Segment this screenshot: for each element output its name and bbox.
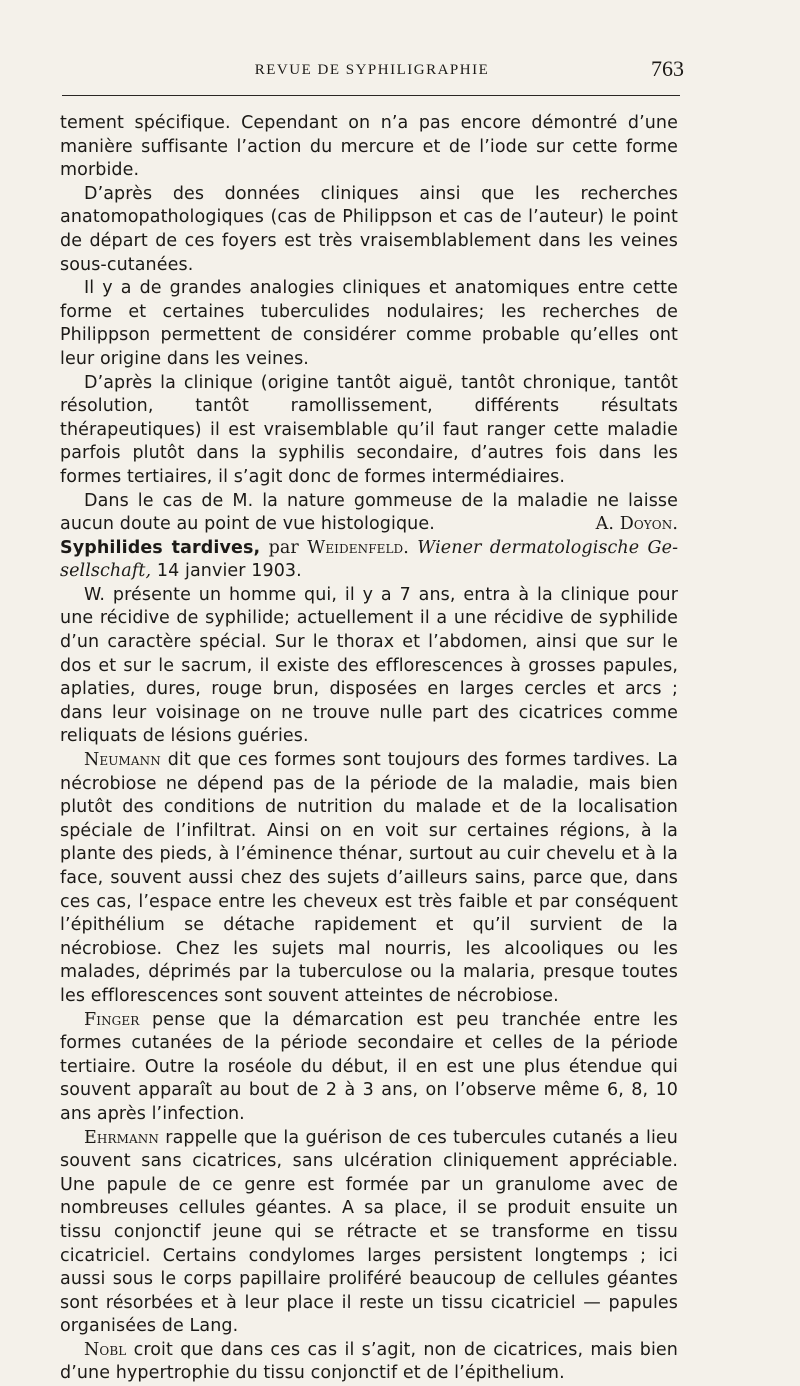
running-title: REVUE DE SYPHILIGRAPHIE: [254, 62, 490, 78]
article-date: 14 janvier 1903.: [156, 561, 302, 582]
header-rule: [62, 95, 680, 96]
paragraph-9-text: rappelle que la guérison de ces tubercules cutanés a lieu souvent sans cicatrices, sans ulcération cliniquement appréciable. Une papule de ce genre est formée par un granulome avec de nombreuses cellules géantes. A sa place, il se produit ensuite un tissu conjonctif jeune qui se rétracte et se transforme en tissu cicatriciel. Certains condylomes larges persistent longtemps ; ici aussi sous le corps papillaire proliféré beaucoup de cellules géantes sont résorbées et à leur place il reste un tissu cicatriciel — papules organisées de Lang.: [60, 1127, 678, 1337]
paragraph-8-text: pense que la démarcation est peu tranchée entre les formes cutanées de la période secondaire et celles de la période tertiaire. Outre la roséole du début, il en est une plus étendue qui souvent apparaît au bout de 2 à 3 ans, on l’observe même 6, 8, 10 ans après l’infection.: [60, 1009, 678, 1124]
name-finger: Finger: [84, 1009, 140, 1030]
paragraph-10-text: croit que dans ces cas il s’agit, non de cicatrices, mais bien d’une hypertrophie du tissu conjonctif et de l’épithelium.: [60, 1339, 678, 1384]
article-journal: Wiener dermatologische Gesellschaft,: [60, 537, 679, 582]
article-heading: [60, 537, 678, 584]
paragraph-9: [60, 1127, 678, 1339]
name-neumann: Neumann: [84, 750, 161, 771]
paragraph-7-text: dit que ces formes sont toujours des formes tardives. La nécrobiose ne dépend pas de la période de la maladie, mais bien plutôt des conditions de nutrition du malade et de la localisation spéciale de l’infiltrat. Ainsi on en voit sur certaines régions, à la plante des pieds, à l’éminence thénar, surtout au cuir chevelu et à la face, souvent aussi chez des sujets d’ailleurs sains, parce que, dans ces cas, l’espace entre les cheveux est très faible et par conséquent l’épithélium se détache rapidement et qu’il survient de la nécrobiose. Chez les sujets mal nourris, les alcooliques ou les malades, déprimés par la tuberculose ou la malaria, presque toutes les efflorescences sont souvent atteintes de nécrobiose.: [60, 750, 678, 1006]
paragraph-7: [60, 749, 678, 1009]
paragraph-4: D’après la clinique (origine tantôt aiguë, tantôt chronique, tantôt résolution, tantôt ramollissement, différents résultats thérapeutiques) il est vraisemblable qu’il faut ranger cette maladie parfois plutôt dans la syphilis secondaire, d’autres fois dans les formes tertiaires, il s’agit donc de formes intermédiaires.: [60, 372, 678, 487]
paragraph-1: tement spécifique. Cependant on n’a pas encore démontré d’une manière suffisante l’action du mercure et de l’iode sur cette forme morbide.: [60, 113, 678, 181]
article-author: Weidenfeld.: [307, 537, 409, 558]
paragraph-8: [60, 1009, 678, 1127]
name-ehrmann: Ehrmann: [84, 1127, 159, 1148]
paragraph-6: W. présente un homme qui, il y a 7 ans, entra à la clinique pour une récidive de syphilide; actuellement il a une récidive de syphilide d’un caractère spécial. Sur le thorax et l’abdomen, ainsi que sur le dos et sur le sacrum, il existe des efflorescences à grosses papules, aplaties, dures, rouge brun, disposées en larges cercles et arcs ; dans leur voisinage on ne trouve nulle part des cicatrices comme reliquats de lésions guéries.: [60, 584, 678, 747]
signature: A. Doyon.: [595, 514, 678, 535]
name-nobl: Nobl: [84, 1339, 127, 1360]
paragraph-3: Il y a de grandes analogies cliniques et anatomiques entre cette forme et certaines tuberculides nodulaires; les recherches de Philippson permettent de considérer comme probable qu’elles ont leur origine dans les veines.: [60, 278, 678, 369]
paragraph-5: [60, 490, 678, 537]
page-header: [60, 56, 684, 86]
article-by: par: [268, 537, 299, 558]
paragraph-5-text: Dans le cas de M. la nature gommeuse de la maladie ne laisse aucun doute au point de vue histologique.: [60, 490, 678, 535]
paragraph-2: D’après des données cliniques ainsi que les recherches anatomopathologiques (cas de Philippson et cas de l’auteur) le point de départ de ces foyers est très vraisemblablement dans les veines sous-cutanées.: [60, 183, 678, 275]
body-text: [60, 112, 678, 1386]
page-number: 763: [651, 56, 684, 81]
article-title: Syphilides tardives,: [60, 537, 261, 558]
